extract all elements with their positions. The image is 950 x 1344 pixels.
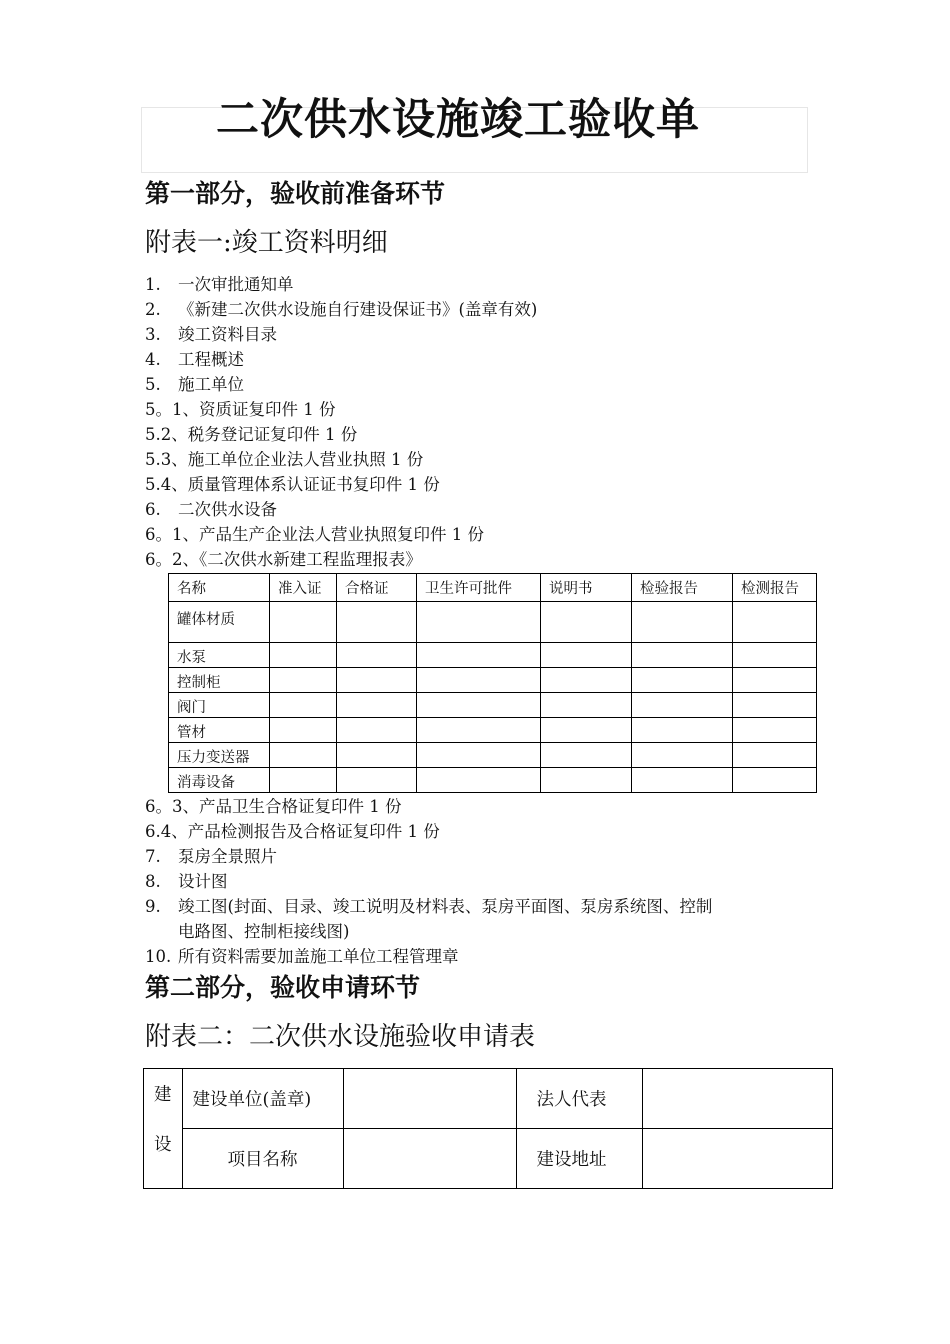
- appendix2-title: 附表二：二次供水设施验收申请表: [145, 1022, 536, 1052]
- table-header-row: [169, 574, 817, 602]
- list-item: 6.4、产品检测报告及合格证复印件 1 份: [145, 822, 440, 841]
- table-cell: [632, 743, 733, 768]
- construction-address-value[interactable]: [642, 1129, 833, 1189]
- row-label: 压力变送器: [169, 743, 270, 768]
- equipment-table: [168, 573, 817, 793]
- list-item-continuation: 电路图、控制柜接线图): [178, 922, 350, 941]
- table-cell: [270, 668, 337, 693]
- table-cell: [541, 668, 632, 693]
- list-item: 8. 设计图: [145, 872, 228, 891]
- list-item: 5. 施工单位: [145, 375, 244, 394]
- column-header: 说明书: [541, 574, 632, 602]
- table-cell: [270, 768, 337, 793]
- table-cell: [417, 643, 541, 668]
- table-row: [144, 1129, 833, 1189]
- list-item: 10. 所有资料需要加盖施工单位工程管理章: [145, 947, 459, 966]
- table-cell: [337, 718, 417, 743]
- list-item: 5.4、质量管理体系认证证书复印件 1 份: [145, 475, 440, 494]
- table-cell: [417, 602, 541, 643]
- side-label-char: 设: [154, 1135, 172, 1155]
- table-cell: [417, 718, 541, 743]
- column-header: 合格证: [337, 574, 417, 602]
- table-cell: [733, 768, 817, 793]
- legal-rep-label: 法人代表: [516, 1069, 642, 1129]
- row-label: 管材: [169, 718, 270, 743]
- list-item: 5。1、资质证复印件 1 份: [145, 400, 336, 419]
- table-cell: [541, 718, 632, 743]
- list-item: 3. 竣工资料目录: [145, 325, 277, 344]
- legal-rep-value[interactable]: [642, 1069, 833, 1129]
- list-item: 2. 《新建二次供水设施自行建设保证书》(盖章有效): [145, 300, 538, 319]
- column-header: 卫生许可批件: [417, 574, 541, 602]
- part2-heading: 第二部分，验收申请环节: [145, 973, 421, 1002]
- side-label-cell: [144, 1069, 183, 1189]
- table-cell: [417, 768, 541, 793]
- table-cell: [733, 743, 817, 768]
- part1-heading: 第一部分，验收前准备环节: [145, 179, 446, 208]
- page-title: 二次供水设施竣工验收单: [216, 95, 700, 145]
- row-label: 水泵: [169, 643, 270, 668]
- list-item: 5.3、施工单位企业法人营业执照 1 份: [145, 450, 424, 469]
- table-cell: [733, 718, 817, 743]
- table-cell: [733, 668, 817, 693]
- table-row: [169, 693, 817, 718]
- construction-unit-label: 建设单位(盖章): [182, 1069, 343, 1129]
- construction-address-label: 建设地址: [516, 1129, 642, 1189]
- row-label: 阀门: [169, 693, 270, 718]
- list-item: 6。1、产品生产企业法人营业执照复印件 1 份: [145, 525, 484, 544]
- table-cell: [632, 602, 733, 643]
- table-cell: [632, 718, 733, 743]
- list-item: 6。3、产品卫生合格证复印件 1 份: [145, 797, 402, 816]
- list-item: 9. 竣工图(封面、目录、竣工说明及材料表、泵房平面图、泵房系统图、控制: [145, 897, 713, 916]
- column-header: 检测报告: [733, 574, 817, 602]
- table-cell: [337, 693, 417, 718]
- table-cell: [417, 743, 541, 768]
- table-row: [144, 1069, 833, 1129]
- table-cell: [632, 693, 733, 718]
- table-cell: [541, 768, 632, 793]
- table-cell: [632, 643, 733, 668]
- row-label: 罐体材质: [169, 602, 270, 643]
- table-row: [169, 602, 817, 643]
- column-header: 检验报告: [632, 574, 733, 602]
- table-cell: [632, 768, 733, 793]
- table-cell: [337, 602, 417, 643]
- table-cell: [270, 693, 337, 718]
- project-name-value[interactable]: [343, 1129, 516, 1189]
- list-item: 6. 二次供水设备: [145, 500, 277, 519]
- list-item: 7. 泵房全景照片: [145, 847, 277, 866]
- table-cell: [541, 693, 632, 718]
- table-cell: [733, 643, 817, 668]
- project-name-label: 项目名称: [182, 1129, 343, 1189]
- list-item: 4. 工程概述: [145, 350, 244, 369]
- table-cell: [270, 743, 337, 768]
- table-cell: [417, 693, 541, 718]
- table-row: [169, 643, 817, 668]
- table-cell: [337, 668, 417, 693]
- list-item: 6。2、《二次供水新建工程监理报表》: [145, 550, 422, 569]
- construction-unit-value[interactable]: [343, 1069, 516, 1129]
- table-cell: [632, 668, 733, 693]
- table-cell: [337, 743, 417, 768]
- row-label: 消毒设备: [169, 768, 270, 793]
- list-item: 5.2、税务登记证复印件 1 份: [145, 425, 358, 444]
- column-header: 准入证: [270, 574, 337, 602]
- table-row: [169, 768, 817, 793]
- appendix1-title: 附表一:竣工资料明细: [145, 228, 388, 258]
- table-cell: [270, 718, 337, 743]
- acceptance-application-table: [143, 1068, 833, 1189]
- table-cell: [541, 743, 632, 768]
- table-cell: [541, 643, 632, 668]
- table-row: [169, 743, 817, 768]
- side-label-char: 建: [154, 1085, 172, 1105]
- table-cell: [270, 602, 337, 643]
- list-item: 1. 一次审批通知单: [145, 275, 294, 294]
- table-cell: [733, 693, 817, 718]
- table-cell: [337, 768, 417, 793]
- table-cell: [417, 668, 541, 693]
- table-row: [169, 718, 817, 743]
- row-label: 控制柜: [169, 668, 270, 693]
- table-cell: [270, 643, 337, 668]
- table-row: [169, 668, 817, 693]
- table-cell: [541, 602, 632, 643]
- table-cell: [337, 643, 417, 668]
- table-cell: [733, 602, 817, 643]
- column-header: 名称: [169, 574, 270, 602]
